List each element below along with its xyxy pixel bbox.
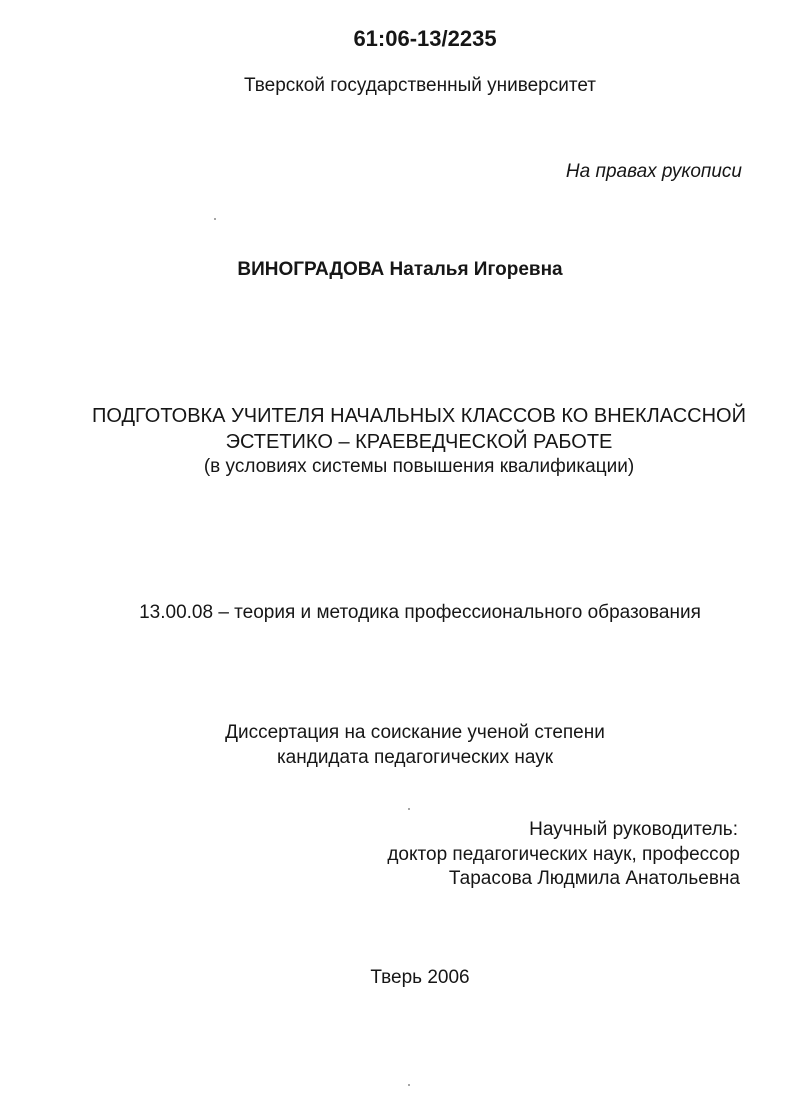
supervisor-label: Научный руководитель: (529, 819, 738, 840)
degree-line-1: Диссертация на соискание ученой степени (225, 722, 605, 743)
university-name: Тверской государственный университет (244, 75, 596, 96)
thesis-title-line-1: ПОДГОТОВКА УЧИТЕЛЯ НАЧАЛЬНЫХ КЛАССОВ КО ВНЕКЛАССНОЙ (92, 405, 746, 427)
city-and-year: Тверь 2006 (370, 967, 470, 988)
thesis-title-line-2: ЭСТЕТИКО – КРАЕВЕДЧЕСКОЙ РАБОТЕ (225, 431, 613, 453)
degree-line-2: кандидата педагогических наук (276, 747, 554, 768)
supervisor-name: Тарасова Людмила Анатольевна (448, 868, 740, 889)
author-name (200, 258, 600, 282)
scan-speck (214, 218, 216, 220)
author-given-names: Наталья Игоревна (389, 259, 563, 280)
scan-speck (408, 1084, 410, 1086)
thesis-subtitle: (в условиях системы повышения квалификации) (203, 456, 635, 477)
scan-speck (408, 808, 410, 810)
manuscript-note: На правах рукописи (565, 161, 742, 182)
supervisor-credentials: доктор педагогических наук, профессор (387, 844, 740, 865)
specialty-code: 13.00.08 – теория и методика профессионального образования (139, 602, 701, 623)
document-number: 61:06-13/2235 (353, 26, 497, 51)
author-surname: ВИНОГРАДОВА (237, 259, 385, 280)
